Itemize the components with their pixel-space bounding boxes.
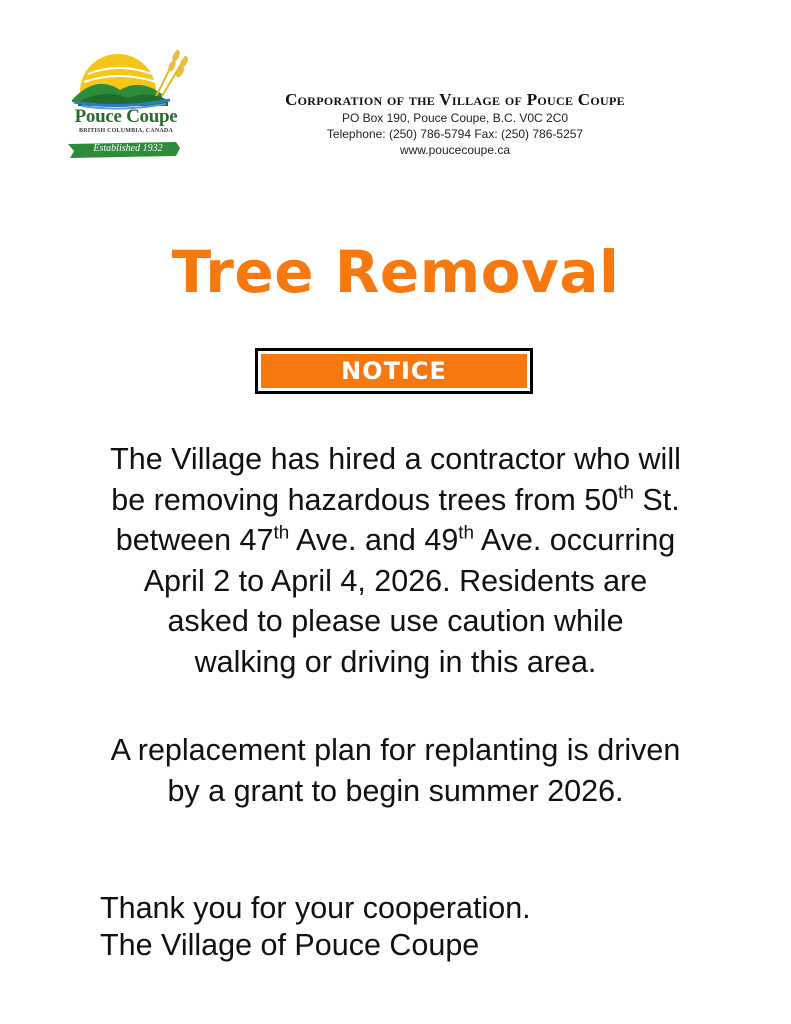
- ordinal-suffix: th: [458, 522, 475, 544]
- ordinal-suffix: th: [618, 482, 634, 504]
- phone-fax: Telephone: (250) 786-5794 Fax: (250) 786-5257: [326, 127, 584, 141]
- logo-established: Established 1932: [93, 143, 163, 154]
- notice-line-2-end: St.: [633, 482, 680, 517]
- replacement-paragraph: [95, 730, 696, 811]
- letterhead: [210, 90, 700, 158]
- closing: [100, 890, 531, 964]
- notice-line-2: [95, 480, 696, 521]
- notice-line-5: asked to please use caution while: [167, 604, 624, 638]
- replacement-line-1: A replacement plan for replanting is driven: [110, 733, 681, 767]
- closing-signature: The Village of Pouce Coupe: [100, 928, 480, 962]
- ordinal-suffix: th: [273, 522, 290, 544]
- notice-line-2-text: be removing hazardous trees from 50: [111, 482, 619, 517]
- notice-line-3: [95, 520, 696, 561]
- organization-name: Corporation of the Village of Pouce Coupe: [285, 90, 625, 109]
- notice-line-3-c: Ave. occurring: [474, 523, 676, 557]
- notice-line-4: April 2 to April 4, 2026. Residents are: [143, 563, 648, 598]
- notice-line-3-b: Ave. and 49: [289, 523, 459, 557]
- website-link[interactable]: www.poucecoupe.ca: [399, 143, 511, 157]
- notice-line-1: The Village has hired a contractor who will: [110, 442, 681, 476]
- closing-thanks: Thank you for your cooperation.: [100, 891, 531, 925]
- notice-badge: [255, 348, 533, 394]
- address: PO Box 190, Pouce Coupe, B.C. V0C 2C0: [341, 111, 569, 125]
- page-title: Tree Removal: [171, 238, 620, 306]
- village-logo: [58, 44, 198, 162]
- notice-line-6: walking or driving in this area.: [194, 644, 597, 679]
- notice-label: NOTICE: [341, 357, 447, 385]
- logo-name: Pouce Coupe: [74, 106, 178, 127]
- notice-paragraph: [95, 439, 696, 682]
- notice-fill: [261, 354, 527, 388]
- replacement-line-2: by a grant to begin summer 2026.: [167, 773, 624, 808]
- logo-subtitle: BRITISH COLUMBIA, CANADA: [79, 128, 173, 134]
- notice-line-3-a: between 47: [115, 523, 274, 557]
